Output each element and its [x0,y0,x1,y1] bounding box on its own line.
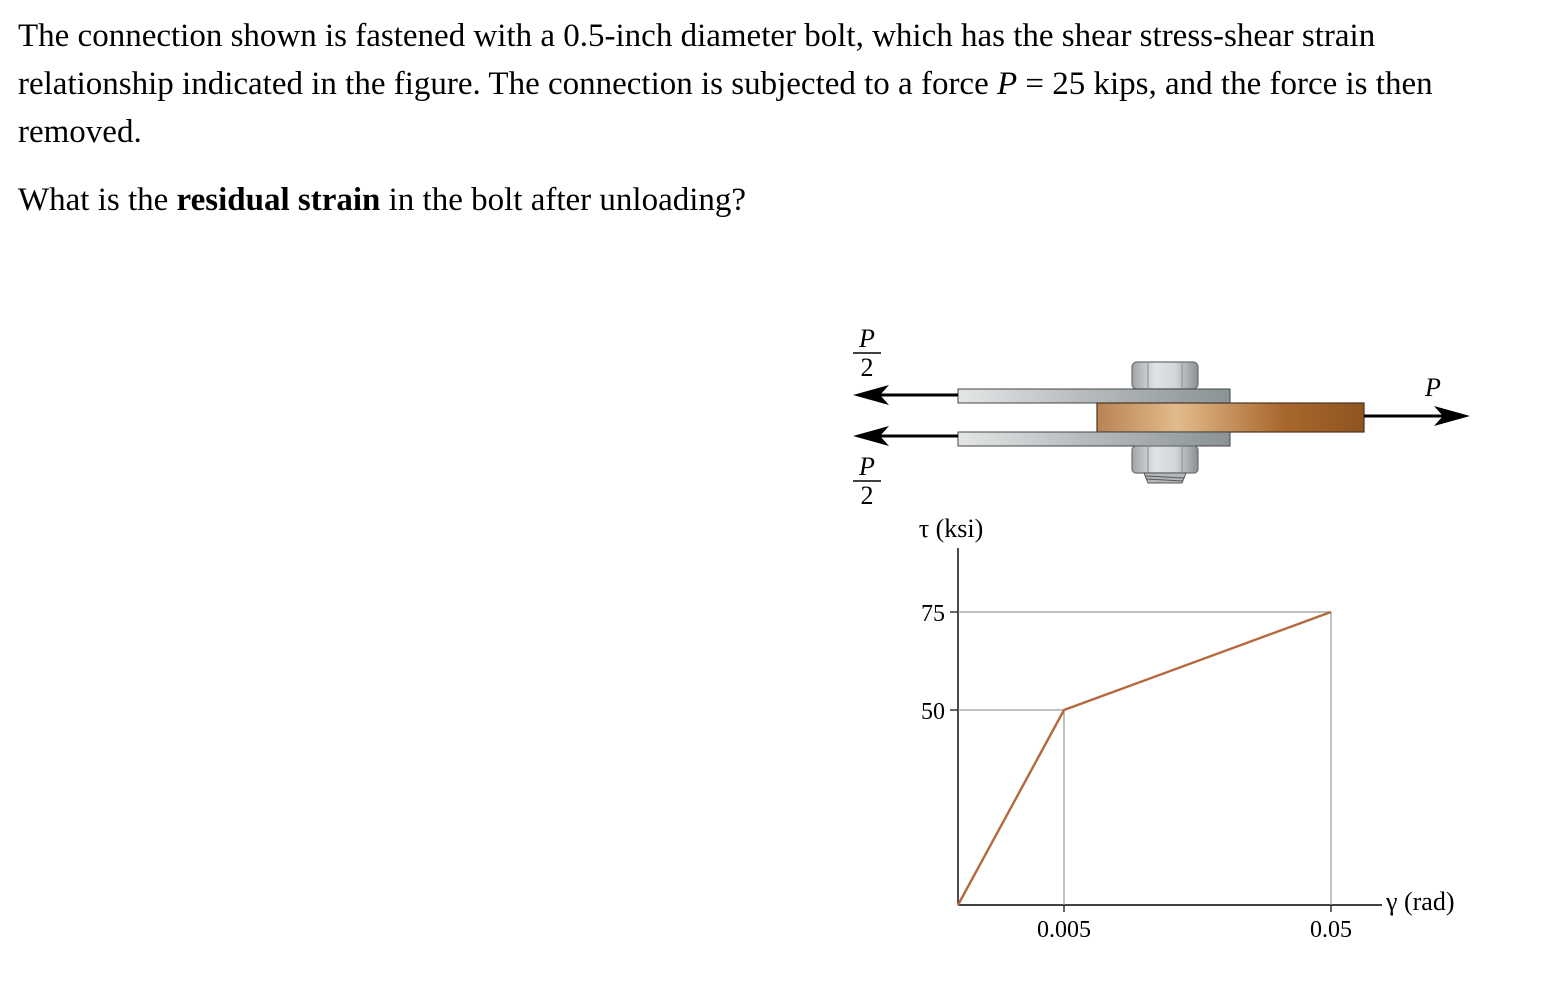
axis-ticks [950,612,1331,912]
left-force-top-numerator: P [859,324,875,353]
middle-member [1097,403,1364,432]
left-force-bottom-denominator: 2 [860,481,874,510]
question-end: in the bolt after unloading? [380,182,747,218]
y-tick-label-75: 75 [921,601,945,627]
x-tick-label-0.005: 0.005 [1037,917,1091,943]
guide-lines [958,612,1331,905]
question-start: What is the [18,182,177,218]
question-emphasis: residual strain [176,182,381,218]
problem-text-end: = 25 kips, and the force is then removed. [18,66,1433,150]
left-force-top-denominator: 2 [860,353,874,382]
x-tick-label-0.05: 0.05 [1310,917,1352,943]
y-axis-label: τ (ksi) [918,514,984,543]
x-axis-label: γ (rad) [1386,887,1455,916]
stress-strain-chart [919,514,1455,943]
connection-illustration [853,324,1470,510]
top-plate [958,389,1230,403]
bottom-plate [958,432,1230,446]
right-force-label: P [1425,373,1441,402]
problem-text-start: The connection shown is fastened with a 0.5-inch diameter bolt, which has the shear stress-shear strain relationship indicated in the figure. The connection is subjected to a force [18,18,1376,102]
stress-strain-curve [958,612,1331,905]
y-tick-label-50: 50 [921,699,945,725]
bolt-nut [1132,446,1198,473]
force-variable: P [996,66,1018,102]
bolt-head [1132,362,1198,389]
left-force-bottom-numerator: P [859,452,875,481]
